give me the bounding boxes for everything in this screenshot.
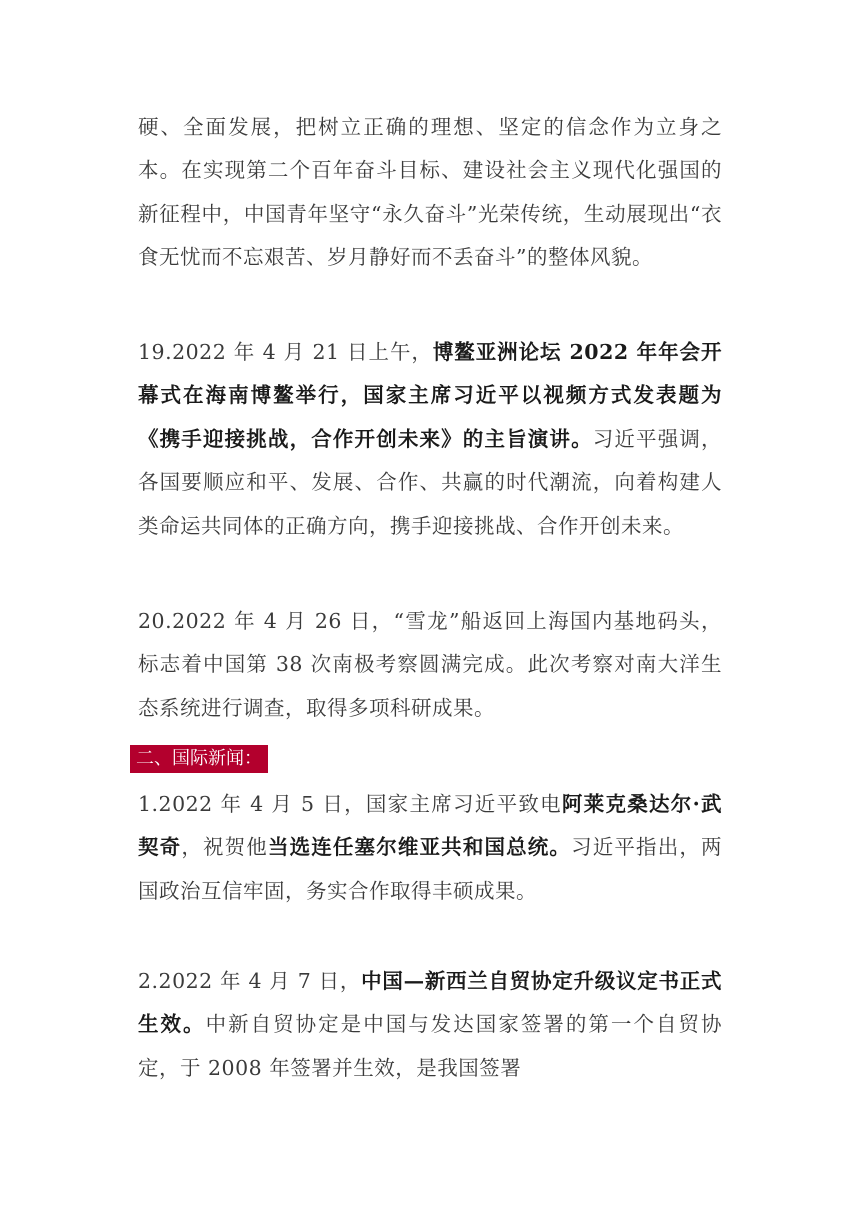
intl-news-item-2 (138, 960, 722, 1090)
news-item-20 (138, 600, 722, 730)
intl-news-item-2-body: 中新自贸协定是中国与发达国家签署的第一个自贸协定，于 2008 年签署并生效，是我国签署 (138, 1012, 723, 1080)
intl-news-item-1-mid: ，祝贺他 (181, 835, 268, 860)
intl-news-item-1-highlight: 当选连任塞尔维亚共和国总统。 (267, 835, 572, 860)
intl-news-item-1-name: 阿莱克桑达尔·武契奇 (138, 792, 722, 860)
intl-news-item-2-prefix: 2.2022 年 4 月 7 日， (138, 969, 362, 993)
intl-news-item-1 (138, 783, 722, 913)
paragraph-youth (138, 106, 722, 280)
news-item-19-highlight: 博鳌亚洲论坛 2022 年年会开幕式在海南博鳌举行，国家主席习近平以视频方式发表题为《携手迎接挑战，合作开创未来》的主旨演讲。 (138, 340, 722, 451)
news-item-19-prefix: 19.2022 年 4 月 21 日上午， (138, 340, 433, 364)
section-heading-label: 二、国际新闻： (136, 748, 262, 769)
news-item-19-body: 习近平强调，各国要顺应和平、发展、合作、共赢的时代潮流，向着构建人类命运共同体的正确方向，携手迎接挑战、合作开创未来。 (138, 426, 723, 538)
news-item-19 (138, 331, 722, 548)
news-item-20-text: 20.2022 年 4 月 26 日，“雪龙”船返回上海国内基地码头，标志着中国第 38 次南极考察圆满完成。此次考察对南大洋生态系统进行调查，取得多项科研成果。 (138, 609, 722, 720)
intl-news-item-1-body: 习近平指出，两国政治互信牢固，务实合作取得丰硕成果。 (138, 835, 723, 903)
section-heading-international (130, 745, 268, 773)
intl-news-item-2-highlight: 中国—新西兰自贸协定升级议定书正式生效。 (138, 969, 722, 1037)
paragraph-youth-text: 硬、全面发展，把树立正确的理想、坚定的信念作为立身之本。在实现第二个百年奋斗目标、建设社会主义现代化强国的新征程中，中国青年坚守“永久奋斗”光荣传统，生动展现出“衣食无忧而不忘艰苦、岁月静好而不丢奋斗”的整体风貌。 (138, 115, 722, 270)
intl-news-item-1-prefix: 1.2022 年 4 月 5 日，国家主席习近平致电 (138, 792, 562, 816)
